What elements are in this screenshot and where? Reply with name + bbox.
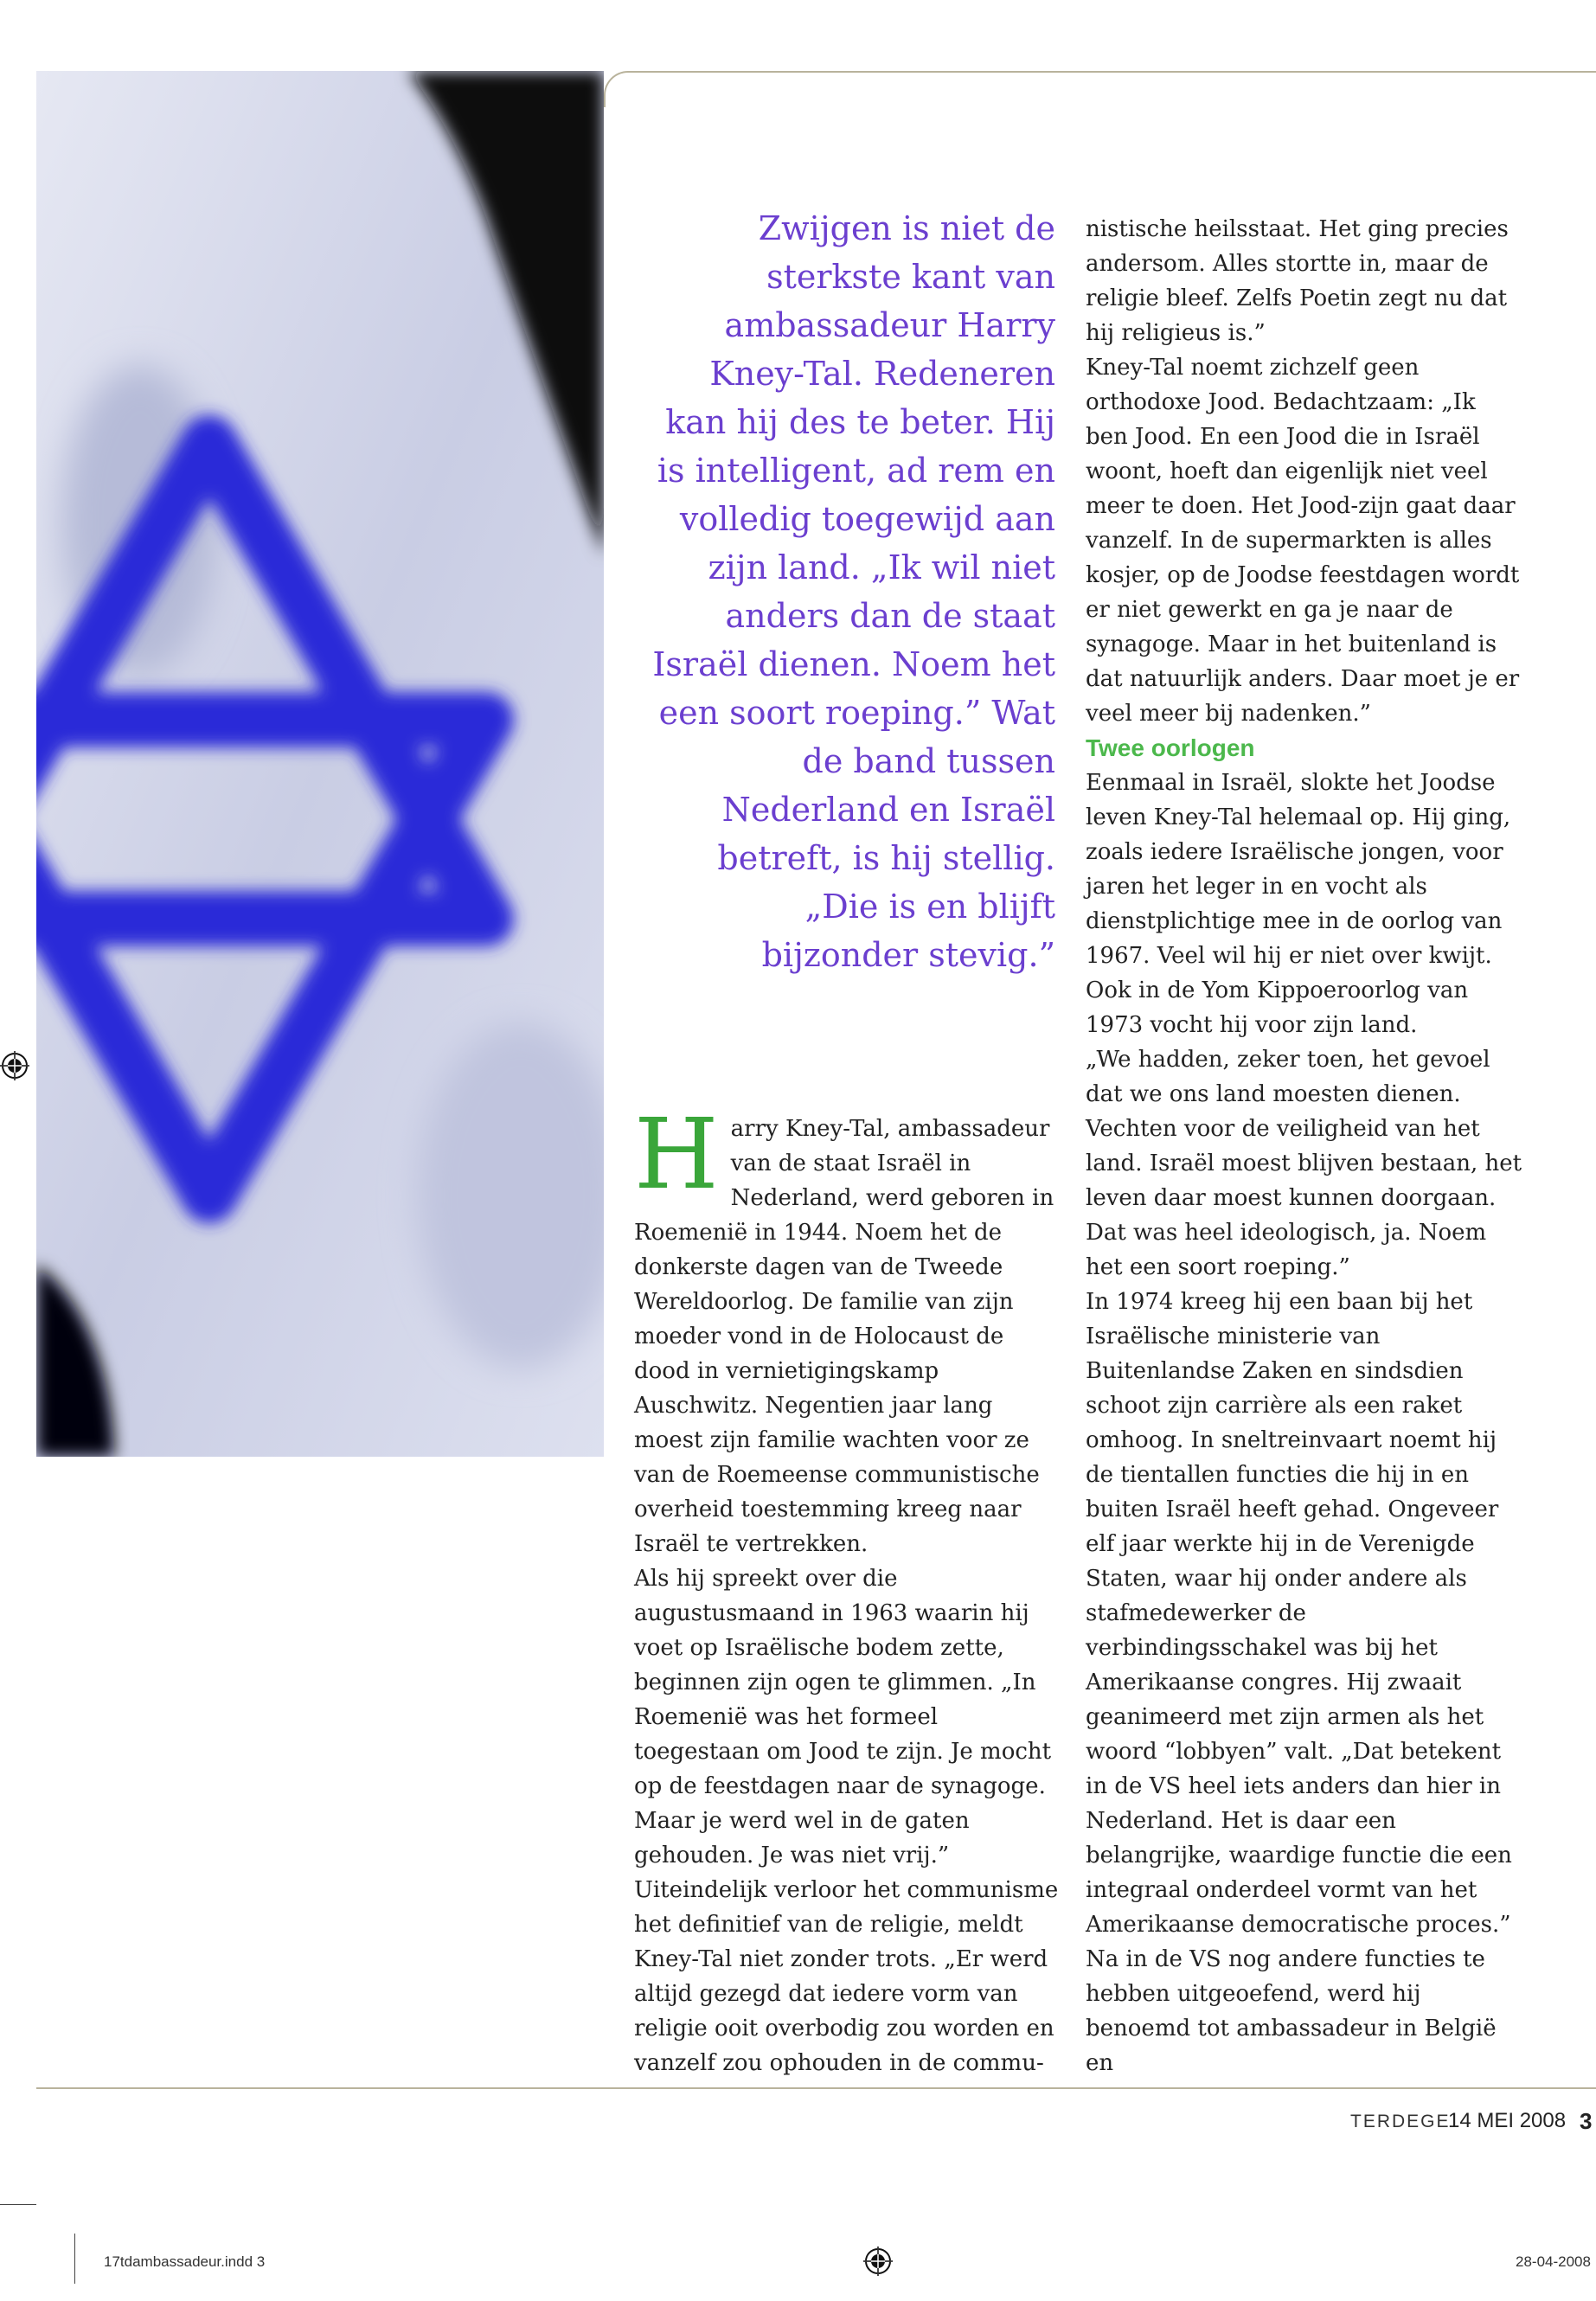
israeli-flag-photo xyxy=(36,71,604,1457)
body-paragraph: Kney-Tal noemt zichzelf geen orthodoxe Jood. Bedachtzaam: „Ik ben Jood. En een Jood die in Israël woont, hoeft dan eigenlijk niet veel meer te doen. Het Jood-zijn gaat daar vanzelf. In de supermarkten is alles kosjer, op de Joodse feestdagen wordt er niet gewerkt en ga je naar de synagoge. Maar in het buitenland is dat natuurlijk anders. Daar moet je er veel meer bij nadenken.” xyxy=(1086,355,1520,727)
page-number: 3 xyxy=(1580,2108,1593,2134)
issue-date: 14 MEI 2008 xyxy=(1448,2109,1567,2132)
body-paragraph: nistische heilsstaat. Het ging precies andersom. Alles stortte in, maar de religie bleef. Zelfs Poetin zegt nu dat hij religieus is.” xyxy=(1086,216,1509,346)
flag-illustration xyxy=(36,71,604,1457)
magazine-name: TERDEGE xyxy=(1350,2112,1451,2131)
drop-cap: H xyxy=(634,1099,719,1211)
body-paragraph: Als hij spreekt over die augustusmaand in 1963 waarin hij voet op Israëlische bodem zette, beginnen zijn ogen te glimmen. „In Roemenië was het formeel toegestaan om Jood te zijn. Je mocht op de feestdagen naar de synagoge. Maar je werd wel in de gaten gehouden. Je was niet vrij.” xyxy=(634,1566,1052,1868)
crop-mark xyxy=(0,2204,36,2205)
body-paragraph: Na in de VS nog andere functies te hebben uitgeoefend, werd hij benoemd tot ambassadeur in België en xyxy=(1086,1946,1497,2076)
registration-mark-icon xyxy=(0,1051,29,1080)
body-column-left xyxy=(634,1099,1067,2080)
pull-quote: Zwijgen is niet de sterkste kant van ambassadeur Harry Kney-Tal. Redeneren kan hij des te beter. Hij is intelligent, ad rem en volledig toegewijd aan zijn land. „Ik wil niet anders dan de staat Israël dienen. Noem het een soort roeping.” Wat de band tussen Nederland en Israël betreft, is hij stellig. „Die is en blijft bijzonder stevig.” xyxy=(652,209,1055,974)
body-column-right xyxy=(1086,212,1522,2080)
registration-mark-icon xyxy=(863,2247,893,2276)
slug-date: 28-04-2008 xyxy=(1516,2253,1591,2270)
lead-paragraph xyxy=(634,1099,1067,1561)
bottom-rule xyxy=(36,2087,1596,2089)
crop-mark xyxy=(74,2234,75,2284)
section-subhead: Twee oorlogen xyxy=(1086,734,1255,761)
body-paragraph: Eenmaal in Israël, slokte het Joodse leven Kney-Tal helemaal op. Hij ging, zoals iedere Israëlische jongen, voor jaren het leger in en vocht als dienstplichtige mee in de oorlog van 1967. Veel wil hij er niet over kwijt. Ook in de Yom Kippoeroorlog van 1973 vocht hij voor zijn land. xyxy=(1086,770,1511,1038)
body-paragraph: Uiteindelijk verloor het communisme het definitief van de religie, meldt Kney-Tal niet zonder trots. „Er werd altijd gezegd dat iedere vorm van religie ooit overbodig zou worden en vanzelf zou ophouden in de commu- xyxy=(634,1877,1059,2076)
slug-filename: 17tdambassadeur.indd 3 xyxy=(104,2253,266,2270)
body-paragraph: „We hadden, zeker toen, het gevoel dat we ons land moesten dienen. Vechten voor de veiligheid van het land. Israël moest blijven bestaan, het leven daar moest kunnen doorgaan. Dat was heel ideologisch, ja. Noem het een soort roeping.” xyxy=(1086,1047,1522,1280)
page-frame-corner xyxy=(604,71,1596,107)
lead-text: arry Kney-Tal, ambassadeur van de staat Israël in Nederland, werd geboren in Roemenië in 1944. Noem het de donkerste dagen van de Tweede Wereldoorlog. De familie van zijn moeder vond in de Holocaust de dood in vernietigingskamp Auschwitz. Negentien jaar lang moest zijn familie wachten voor ze van de Roemeense communistische overheid toestemming kreeg naar Israël te vertrekken. xyxy=(634,1116,1054,1557)
body-paragraph: In 1974 kreeg hij een baan bij het Israëlische ministerie van Buitenlandse Zaken en sindsdien schoot zijn carrière als een raket omhoog. In sneltreinvaart noemt hij de tientallen functies die hij in en buiten Israël heeft gehad. Ongeveer elf jaar werkte hij in de Verenigde Staten, waar hij onder andere als stafmedewerker de verbindingsschakel was bij het Amerikaanse congres. Hij zwaait geanimeerd met zijn armen als het woord “lobbyen” valt. „Dat betekent in de VS heel iets anders dan hier in Nederland. Het is daar een belangrijke, waardige functie die een integraal onderdeel vormt van het Amerikaanse democratische proces.” xyxy=(1086,1289,1512,1938)
